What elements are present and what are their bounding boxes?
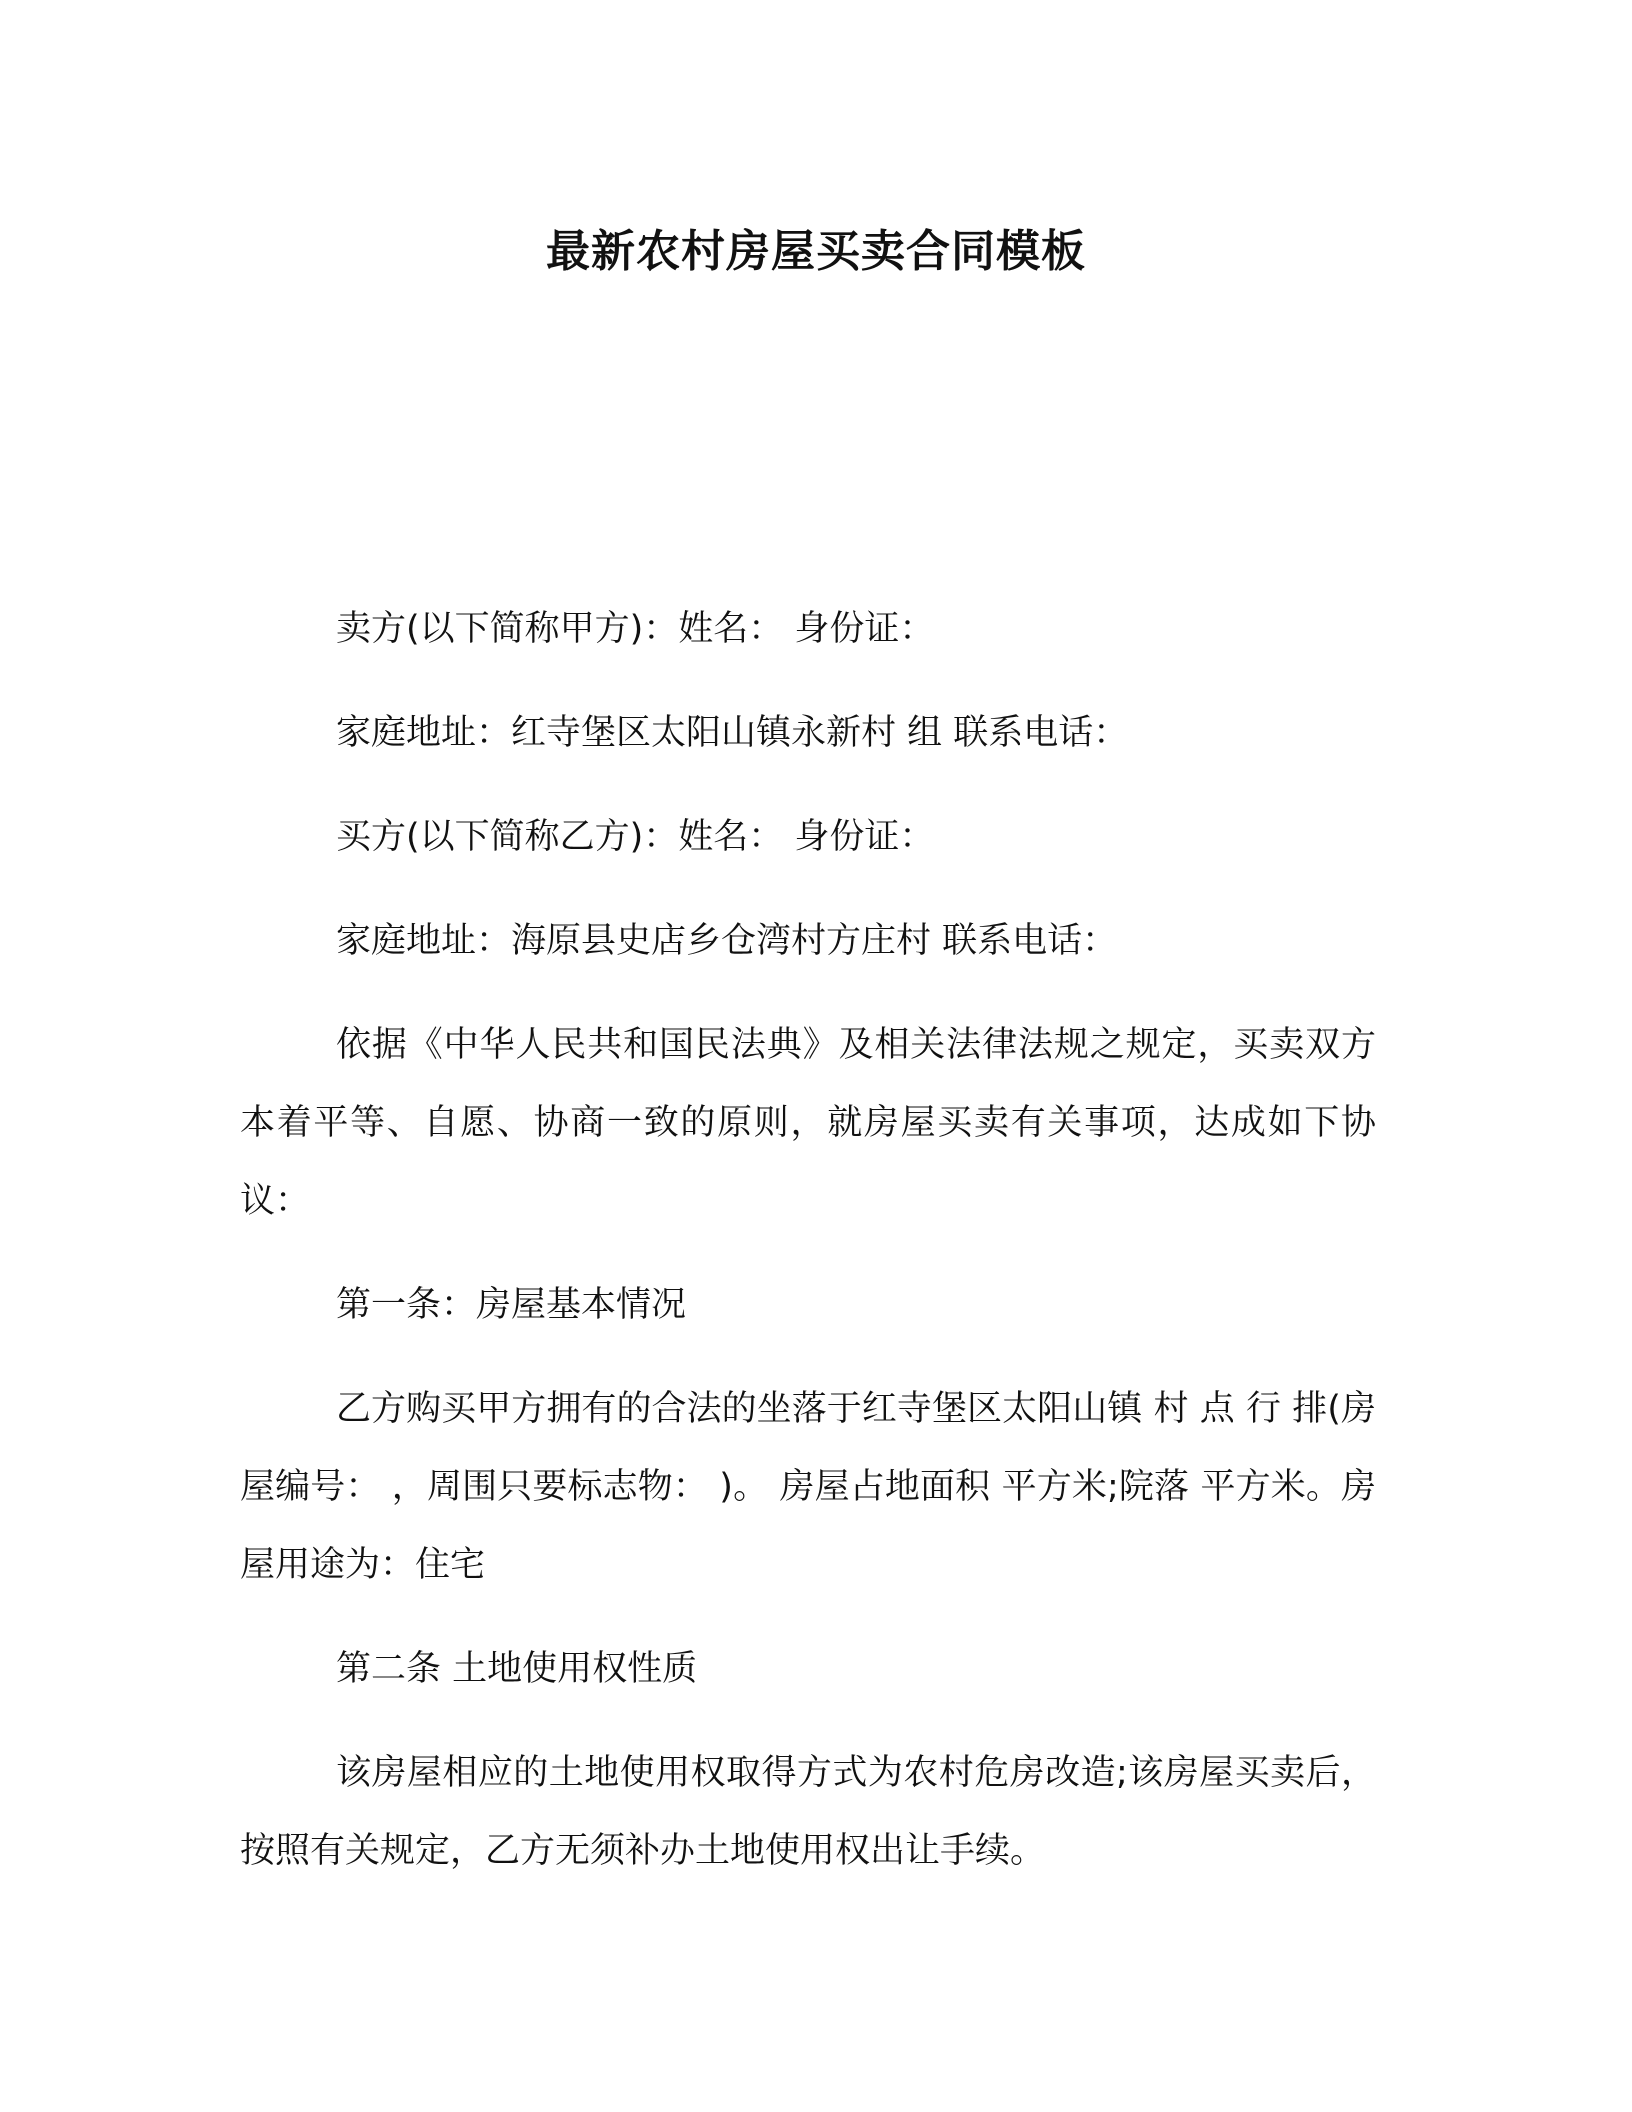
document-body xyxy=(240,590,1376,1916)
article-1-heading: 第一条：房屋基本情况 xyxy=(336,1285,687,1325)
buyer-info-paragraph: 买方(以下简称乙方)：姓名： 身份证： xyxy=(336,817,935,857)
preamble-paragraph: 依据《中华人民共和国民法典》及相关法律法规之规定，买卖双方本着平等、自愿、协商一致的原则，就房屋买卖有关事项，达成如下协议： xyxy=(240,1025,1376,1221)
article-1-paragraph: 乙方购买甲方拥有的合法的坐落于红寺堡区太阳山镇 村 点 行 排(房屋编号： ，周围只要标志物： )。 房屋占地面积 平方米;院落 平方米。房屋用途为：住宅 xyxy=(240,1389,1376,1585)
article-2-paragraph: 该房屋相应的土地使用权取得方式为农村危房改造;该房屋买卖后，按照有关规定，乙方无须补办土地使用权出让手续。 xyxy=(240,1753,1376,1871)
article-2-heading: 第二条 土地使用权性质 xyxy=(336,1649,698,1689)
buyer-address-paragraph: 家庭地址：海原县史店乡仓湾村方庄村 联系电话： xyxy=(336,921,1118,961)
seller-address-paragraph: 家庭地址：红寺堡区太阳山镇永新村 组 联系电话： xyxy=(336,713,1129,753)
seller-info-paragraph: 卖方(以下简称甲方)：姓名： 身份证： xyxy=(336,609,935,649)
document-title: 最新农村房屋买卖合同模板 xyxy=(546,226,1086,277)
